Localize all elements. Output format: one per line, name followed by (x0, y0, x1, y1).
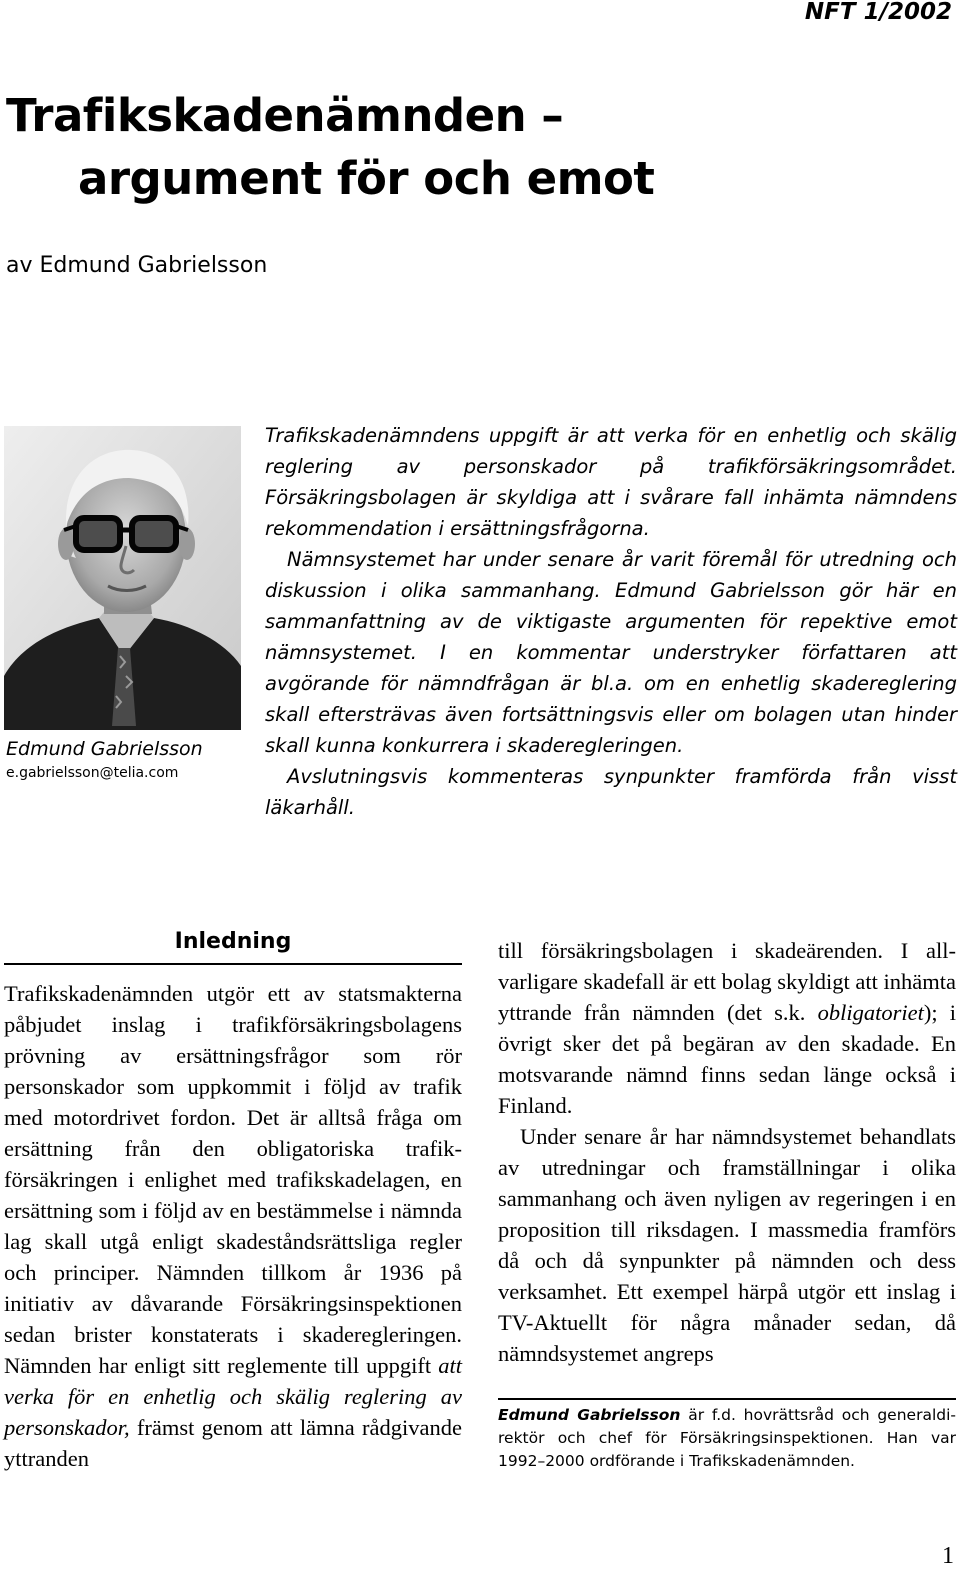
footnote-rule (498, 1398, 956, 1400)
article-title (6, 84, 906, 210)
journal-issue-label: NFT 1/2002 (804, 0, 952, 25)
author-caption-name: Edmund Gabrielsson (6, 738, 203, 760)
abstract-paragraph: Trafikskadenämndens uppgift är att verka för en enhetlig och skälig reglering av personskador på trafikförsäkringsområdet. Försäkringsbolagen är skyldiga att i svårare fall inhämta nämndens rekommendation i ersättningsfrågorna. (265, 424, 957, 540)
footnote-author-name: Edmund Gabrielsson (498, 1406, 681, 1424)
body-paragraph: Under senare år har nämndsystemet behandlats av utredningar och framställningar i olika sammanhang och även nyligen av regeringen i en proposition till riksdagen. I massmedia framförs då och då synpunkter på nämnden och dess verksamhet. Ett exempel härpå utgör ett inslag i TV-Aktuellt för några månader sedan, då nämndsystemet angreps (498, 1124, 956, 1366)
author-portrait-illustration (4, 426, 241, 730)
section-heading-rule (4, 963, 462, 965)
body-paragraph (4, 978, 462, 1474)
body-text-italic: att verka för en enhetlig och skälig reglering av personskador, (4, 1353, 462, 1440)
abstract-paragraph: Nämnsystemet har under senare år varit föremål för utredning och diskussion i olika sammanhang. Edmund Gabrielsson gör här en sammanfattning av de viktigaste argumenten för repektive emot nämnsystemet. I en kommentar understryker författaren att avgörande för nämndfrågan är bl.a. om en enhetlig skadereglering skall eftersträvas även fortsättningsvis eller om bolagen utan hinder skall kunna konkurrera i skaderegleringen. (265, 548, 957, 757)
section-heading: Inledning (174, 929, 292, 954)
body-column-right (498, 935, 956, 1369)
abstract-paragraph: Avslutningsvis kommenteras synpunkter framförda från visst läkarhåll. (265, 765, 957, 819)
body-text: främst genom att lämna rådgivande yttranden (4, 1415, 462, 1471)
body-column-left (4, 978, 462, 1474)
author-caption-email: e.gabrielsson@telia.com (6, 765, 179, 781)
article-byline: av Edmund Gabrielsson (6, 253, 268, 278)
body-text: ); i övrigt sker det på begäran av den skadade. En motsvarande nämnd finns sedan länge också i Finland. (498, 1000, 957, 1118)
body-text-italic: obligatoriet (817, 1000, 924, 1025)
body-text: Trafikskadenämnden utgör ett av statsmakterna påbjudet inslag i trafikförsäkringsbolagens prövning av ersättningsfrågor som rör personskador som uppkommit i följd av trafik med motordrivet fordon. Det är alltså fråga om ersättning från den obligatoriska trafikförsäkringen i enlighet med trafikskadelagen, en ersättning som i följd av en bestämmelse i nämnda lag skall utgå enligt skadeståndsrättsliga regler och principer. Nämnden tillkom år 1936 på initiativ av dåvarande Försäkringsinspektionen sedan brister konstaterats i skaderegleringen. Nämnden har enligt sitt reglemente till uppgift (4, 981, 462, 1378)
article-title-line-1: Trafikskadenämnden – (6, 89, 564, 142)
page-number: 1 (942, 1543, 954, 1569)
article-title-line-2: argument för och emot (78, 152, 655, 205)
author-photo (4, 426, 241, 730)
body-text: till försäkringsbolagen i skadeärenden. I allvarligare skadefall är ett bolag skyldigt att inhämta yttrande från nämnden (det s.k. (498, 938, 956, 1025)
footnote-text: är f.d. hovrättsråd och generaldirektör och chef för Försäkringsinspektionen. Han var 1992–2000 ordförande i Trafikskadenämnden. (498, 1406, 956, 1470)
article-abstract (265, 420, 957, 823)
author-footnote (498, 1404, 956, 1473)
body-paragraph (498, 935, 956, 1121)
